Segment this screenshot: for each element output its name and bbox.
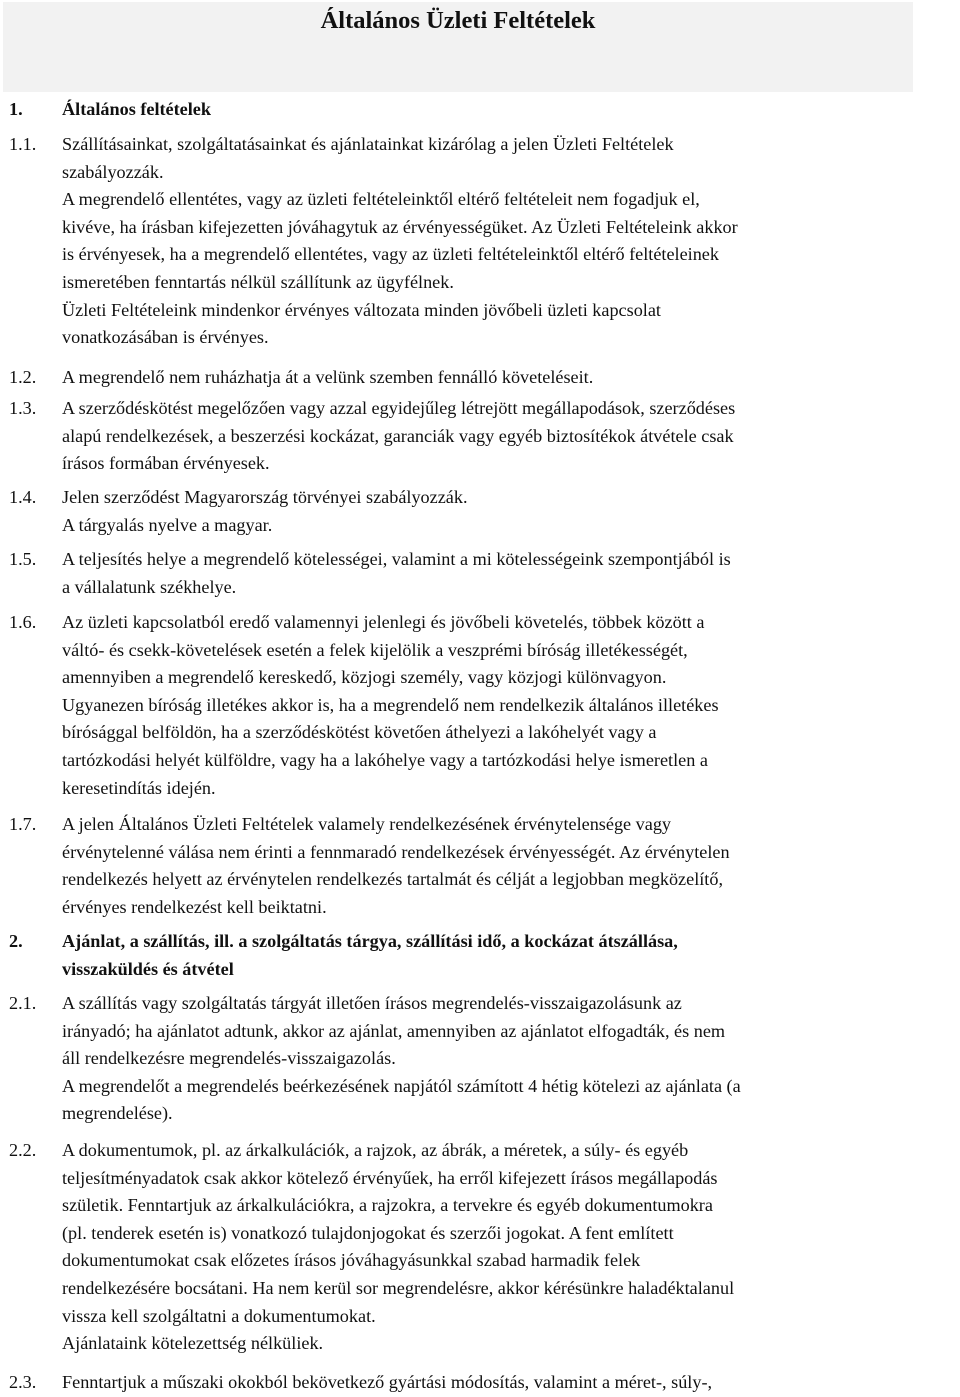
- text-line: rendelkezésére bocsátani. Ha nem kerül sor megrendelésre, akkor kérésünkre haladéktalanul: [62, 1277, 735, 1298]
- section-number: 1.5.: [9, 549, 37, 569]
- text-line: A dokumentumok, pl. az árkalkulációk, a rajzok, az ábrák, a méretek, a súly- és egyéb: [62, 1140, 689, 1160]
- section-number: 1.2.: [9, 367, 37, 387]
- text-line: vissza kell szolgáltatni a dokumentumokat.: [62, 1305, 376, 1326]
- text-line: írásos formában érvényesek.: [62, 453, 270, 474]
- text-line: (pl. tenderek esetén is) vonatkozó tulajdonjogokat és szerzői jogokat. A fent említett: [62, 1222, 674, 1243]
- text-line: A megrendelő nem ruházhatja át a velünk szemben fennálló követeléseit.: [62, 367, 594, 387]
- text-line: teljesítményadatok csak akkor kötelező érvényűek, ha erről kifejezett írásos megállapodás: [62, 1167, 718, 1188]
- text-line: A teljesítés helye a megrendelő kötelességei, valamint a mi kötelességeink szempontjából is: [62, 549, 731, 569]
- text-line: vonatkozásában is érvényes.: [62, 327, 269, 348]
- text-line: A szállítás vagy szolgáltatás tárgyát illetően írásos megrendelés-visszaigazolásunk az: [62, 993, 682, 1013]
- section-text: [62, 609, 960, 802]
- section-number: 1.7.: [9, 814, 37, 834]
- section-number: 1.: [9, 99, 23, 119]
- text-line: bírósággal belföldön, ha a szerződéskötést követően áthelyezi a lakóhelyét vagy a: [62, 722, 657, 743]
- text-line: Jelen szerződést Magyarország törvényei szabályozzák.: [62, 487, 468, 507]
- text-line: amennyiben a megrendelő kereskedő, közjogi személy, vagy közjogi különvagyon.: [62, 667, 667, 688]
- section-text: [62, 1369, 960, 1397]
- text-line: Ajánlataink kötelezettség nélküliek.: [62, 1333, 324, 1354]
- text-line: Ugyanezen bíróság illetékes akkor is, ha a megrendelő nem rendelkezik általános illetékes: [62, 694, 719, 715]
- text-line: A tárgyalás nyelve a magyar.: [62, 514, 273, 535]
- text-line: A megrendelőt a megrendelés beérkezésének napjától számított 4 hétig kötelezi az ajánlata (a: [62, 1075, 741, 1096]
- text-line: ismeretében fenntartás nélkül szállítunk az ügyfélnek.: [62, 271, 454, 292]
- section-text: [62, 546, 960, 601]
- section-text: [62, 131, 960, 352]
- section-number: 2.2.: [9, 1140, 37, 1160]
- page-title: Általános Üzleti Feltételek: [320, 7, 596, 34]
- text-line: is érvényesek, ha a megrendelő ellentétes, vagy az üzleti feltételeinktől eltérő feltételeinek: [62, 244, 719, 265]
- text-line: keresetindítás idején.: [62, 777, 216, 798]
- section-number: 1.4.: [9, 487, 37, 507]
- text-line: megrendelése).: [62, 1103, 173, 1124]
- section-number: 2.3.: [9, 1372, 37, 1392]
- text-line: Az üzleti kapcsolatból eredő valamennyi jelenlegi és jövőbeli követelés, többek között a: [62, 612, 705, 632]
- text-line: Üzleti Feltételeink mindenkor érvényes változata minden jövőbeli üzleti kapcsolat: [62, 299, 661, 320]
- text-line: alapú rendelkezések, a beszerzési kockázat, garanciák vagy egyéb biztosítékok átvétele csak: [62, 425, 734, 446]
- text-line: A jelen Általános Üzleti Feltételek valamely rendelkezésének érvénytelensége vagy: [62, 814, 672, 834]
- text-line: szabályozzák.: [62, 161, 164, 182]
- section-number: 1.3.: [9, 398, 37, 418]
- section-text: [62, 364, 960, 392]
- text-line: kivéve, ha írásban kifejezetten jóváhagytuk az érvényességüket. Az Üzleti Feltételeink akkor: [62, 216, 738, 237]
- text-line: érvényes rendelkezést kell beiktatni.: [62, 896, 327, 917]
- text-line: tartózkodási helyét külföldre, vagy ha a lakóhelye vagy a tartózkodási helye ismeretlen a: [62, 749, 708, 770]
- text-line: Fenntartjuk a műszaki okokból bekövetkező gyártási módosítás, valamint a méret-, súly-,: [62, 1372, 713, 1392]
- text-line: születik. Fenntartjuk az árkalkulációkra, a rajzokra, a tervekre és egyéb dokumentumokra: [62, 1195, 713, 1216]
- section-text: [62, 96, 960, 124]
- section-text: [62, 990, 960, 1128]
- text-line: visszaküldés és átvétel: [62, 958, 234, 979]
- section-number: 2.: [9, 931, 23, 951]
- text-line: áll rendelkezésre megrendelés-visszaigazolás.: [62, 1048, 396, 1069]
- text-line: A szerződéskötést megelőzően vagy azzal egyidejűleg létrejött megállapodások, szerződéses: [62, 398, 736, 418]
- text-line: dokumentumokat csak előzetes írásos jóváhagyásunkkal szabad harmadik felek: [62, 1250, 641, 1271]
- section-text: [62, 928, 960, 983]
- text-line: a vállalatunk székhelye.: [62, 576, 237, 597]
- text-line: Általános feltételek: [62, 99, 211, 119]
- text-line: rendelkezés helyett az érvénytelen rendelkezés tartalmát és célját a legjobban megközelítő,: [62, 869, 723, 890]
- text-line: Szállításainkat, szolgáltatásainkat és ajánlatainkat kizárólag a jelen Üzleti Feltételek: [62, 134, 674, 154]
- section-text: [62, 811, 960, 921]
- section-text: [62, 484, 960, 539]
- text-line: A megrendelő ellentétes, vagy az üzleti feltételeinktől eltérő feltételeit nem fogadjuk el,: [62, 189, 700, 210]
- section-number: 1.1.: [9, 134, 37, 154]
- text-line: érvénytelenné válása nem érinti a fennmaradó rendelkezések érvényességét. Az érvénytelen: [62, 841, 730, 862]
- text-line: irányadó; ha ajánlatot adtunk, akkor az ajánlat, amennyiben az ajánlatot elfogadták, és nem: [62, 1020, 726, 1041]
- text-line: váltó- és csekk-követelések esetén a felek kijelölik a veszprémi bíróság illetékességét,: [62, 639, 688, 660]
- section-text: [62, 1137, 960, 1358]
- section-number: 1.6.: [9, 612, 37, 632]
- section-text: [62, 395, 960, 478]
- text-line: Ajánlat, a szállítás, ill. a szolgáltatás tárgya, szállítási idő, a kockázat átszállása,: [62, 931, 678, 951]
- section-number: 2.1.: [9, 993, 37, 1013]
